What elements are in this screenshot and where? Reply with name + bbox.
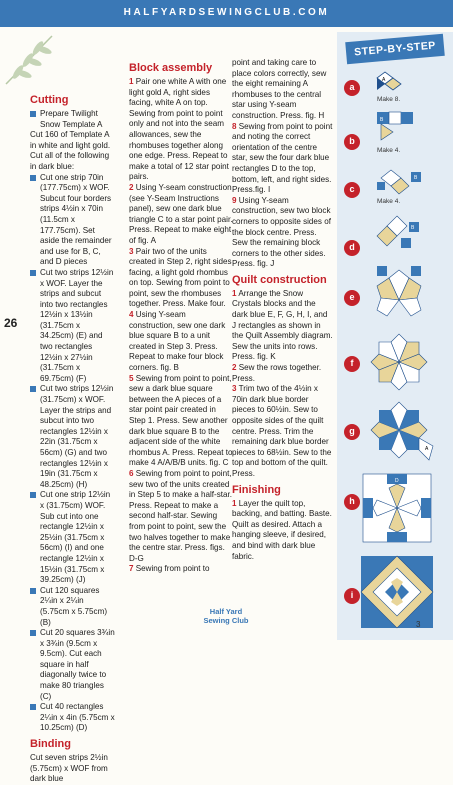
- step-text: Layer the quilt top, backing, and batting. Baste. Quilt as desired. Attach a hanging sleeve, if desired, and bind with dark blue fabric.: [232, 498, 332, 561]
- piece-letter-h2: D: [424, 534, 428, 540]
- fig-label-c: c: [344, 182, 360, 198]
- step-number: 1: [232, 288, 237, 298]
- step-text: Sewing from point to point and noting the correct orientation of the centre star, sew the four dark blue rectangles D to the top, bottom, left, and right sides. Press.fig. I: [232, 121, 333, 195]
- fig-label-h: h: [344, 494, 360, 510]
- piece-letter-d1: B: [411, 225, 415, 231]
- fig-d-diagram: [377, 216, 419, 248]
- step-number: 4: [129, 310, 134, 320]
- piece-letter-c1: B: [414, 175, 418, 181]
- piece-letter-b1: B: [380, 117, 384, 123]
- section-heading: Finishing: [232, 483, 281, 496]
- numbered-step: [232, 196, 333, 270]
- step-number: 7: [129, 564, 134, 574]
- step-number: 6: [129, 468, 134, 478]
- piece-letter-g1: A: [425, 446, 429, 452]
- step-number: 5: [129, 373, 134, 383]
- cutting-bullet-item: Cut one strip 12½in x (31.75cm) WOF. Sub cut into one rectangle 12½in x 25½in (31.75cm x 56cm) (I) and one rectangle 12½in x 15½in (31.75cm x 39.25cm) (J): [30, 490, 115, 585]
- numbered-step: [232, 122, 333, 196]
- fig-label-i: i: [344, 588, 360, 604]
- step-text: Trim two of the 4½in x 70in dark blue border pieces to 60½in. Sew to opposite sides of the quilt centre. Press. Trim the remaining dark blue border pieces to 68½in. Sew to the top and bottom of the quilt. Press.: [232, 384, 332, 478]
- section-heading: Quilt construction: [232, 273, 327, 286]
- numbered-step: [129, 564, 233, 575]
- step-text: Using Y-seam construction (see Y-Seam Instructions panel), sew one dark blue triangle C to a star point pair. Press. Repeat to make eight of fig. A: [129, 182, 233, 245]
- step-text: Sew the rows together. Press.: [232, 363, 322, 383]
- cutting-bullet-item: Cut 120 squares 2¼in x 2¼in (5.75cm x 5.75cm) (B): [30, 586, 115, 628]
- step-number: 9: [232, 195, 237, 205]
- numbered-step: [232, 289, 333, 363]
- body-text: Cut 160 of Template A in white and light gold. Cut all of the following in dark blue:: [30, 130, 111, 171]
- cutting-bullet-item: Prepare Twilight Snow Template A: [30, 109, 115, 130]
- cutting-column: [30, 90, 115, 785]
- step-text: Pair two of the units created in Step 2, right sides facing, a light gold rhombus on top. Sewing from point to point, sew the rhombuses together. Press. Make four.: [129, 246, 232, 309]
- site-url[interactable]: HALFYARDSEWINGCLUB.COM: [123, 7, 330, 18]
- leaf-decoration-icon: [4, 32, 56, 90]
- fig-label-e: e: [344, 290, 360, 306]
- step-text: Sewing from point to: [133, 564, 210, 574]
- step-number: 3: [232, 384, 237, 394]
- cutting-bullet-item: Cut two strips 12½in (31.75cm) x WOF. Layer the strips and subcut into two rectangles 12½in x 22in (31.75cm x 56cm) (G) and two rectangles 12½in x 19in (31.75cm x 48.25cm) (H): [30, 384, 115, 490]
- section-heading: Cutting: [30, 94, 69, 106]
- numbered-step: [232, 499, 333, 563]
- fig-c-diagram: [377, 170, 421, 194]
- fig-label-g: g: [344, 424, 360, 440]
- fig-i-diagram: [361, 556, 433, 628]
- numbered-step: [232, 363, 333, 384]
- step-number: 1: [232, 498, 237, 508]
- numbered-step: [129, 469, 233, 564]
- fig-f-diagram: [371, 334, 427, 390]
- fig-label-f: f: [344, 356, 360, 372]
- step-number: 2: [129, 182, 134, 192]
- step-number: 8: [232, 121, 237, 131]
- numbered-step: [129, 374, 233, 469]
- numbered-step: [129, 77, 233, 183]
- step-text: Sewing from point to point, sew a dark blue square between the A pieces of a star point pair created in Step 1. Press. Sew another dark blue square B to the adjacent side of the white rhombus A. Press. Repeat to make 4 A/A/B/B units. fig. C: [129, 373, 233, 468]
- section-heading: Block assembly: [129, 62, 213, 74]
- fig-label-d: d: [344, 240, 360, 256]
- numbered-step: [129, 183, 233, 247]
- diagram-illustrations: [337, 32, 453, 640]
- step-number: 3: [129, 246, 134, 256]
- cutting-bullet-item: Cut two strips 12½in x WOF. Layer the strips and subcut into two rectangles 12½in x 13½in (31.75cm x 34.25cm) (E) and two rectangles 12½in x 27½in (31.75cm x 69.75cm) (F): [30, 268, 115, 385]
- body-text: point and taking care to place colors correctly, sew the eight remaining A rhombuses to the central star using Y-seam construction. Press. fig. H: [232, 58, 327, 120]
- fig-g-diagram: [371, 402, 433, 460]
- body-text: Cut seven strips 2½in (5.75cm) x WOF from dark blue: [30, 753, 108, 784]
- step-text: Arrange the Snow Crystals blocks and the dark blue E, F, G, H, I, and J rectangles as shown in the Quilt Assembly diagram. Sew the units into rows. Press. fig. K: [232, 288, 333, 362]
- fig-label-b: b: [344, 134, 360, 150]
- step-text: Using Y-seam construction, sew one dark blue square B to a unit created in Step 3. Press. Repeat to make four block corners. fig. B: [129, 310, 226, 373]
- caption-make-4-b: Make 4.: [377, 147, 401, 154]
- caption-make-8: Make 8.: [377, 96, 401, 103]
- quilt-construction-column: [232, 58, 333, 562]
- numbered-step: [129, 310, 233, 374]
- folio-number: 3: [416, 620, 421, 629]
- half-yard-logo: Half Yard Sewing Club: [203, 607, 249, 625]
- fig-b-diagram: [377, 112, 413, 140]
- step-number: 2: [232, 363, 237, 373]
- step-number: 1: [129, 77, 134, 86]
- step-text: Pair one white A with one light gold A, right sides facing, white A on top. Sewing from point to point only and not into the seam allowances, sew the rhombuses together along one edge. Press. Repeat to make a total of 12 star point pairs.: [129, 77, 229, 182]
- numbered-step: [232, 384, 333, 479]
- block-assembly-column: [129, 58, 233, 575]
- fig-h-diagram: [363, 474, 431, 542]
- fig-a-diagram: [377, 72, 401, 90]
- piece-letter-h1: D: [395, 478, 399, 484]
- section-heading: Binding: [30, 738, 71, 751]
- step-by-step-badge: STEP-BY-STEP: [345, 34, 445, 64]
- cutting-bullet-item: Cut one strip 70in (177.75cm) x WOF. Subcut four borders strips 4½in x 70in (11.5cm x 177.75cm). Set aside the remainder and use for B, C, and D pieces: [30, 173, 115, 268]
- numbered-step: [129, 247, 233, 311]
- step-text: Sewing from point to point, sew two of the units created in Step 5 to make a half-star. Press. Repeat to make a second half-star. Sewing from point to point, sew the two halves together to make the centre star. Press. figs. D-G: [129, 468, 233, 563]
- caption-make-4-c: Make 4.: [377, 198, 401, 205]
- page-number: 26: [4, 316, 18, 330]
- cutting-bullet-item: Cut 20 squares 3¾in x 3¾in (9.5cm x 9.5cm). Cut each square in half diagonally twice to make 80 triangles (C): [30, 628, 115, 702]
- piece-letter-a1: A: [382, 77, 386, 83]
- fig-label-a: a: [344, 80, 360, 96]
- step-text: Using Y-seam construction, sew two block corners to opposite sides of the block centre. Press. Sew the remaining block corners to the other sides. Press. fig. J: [232, 195, 331, 269]
- cutting-bullet-item: Cut 40 rectangles 2¼in x 4in (5.75cm x 10.25cm) (D): [30, 702, 115, 734]
- fig-e-diagram: [377, 266, 421, 316]
